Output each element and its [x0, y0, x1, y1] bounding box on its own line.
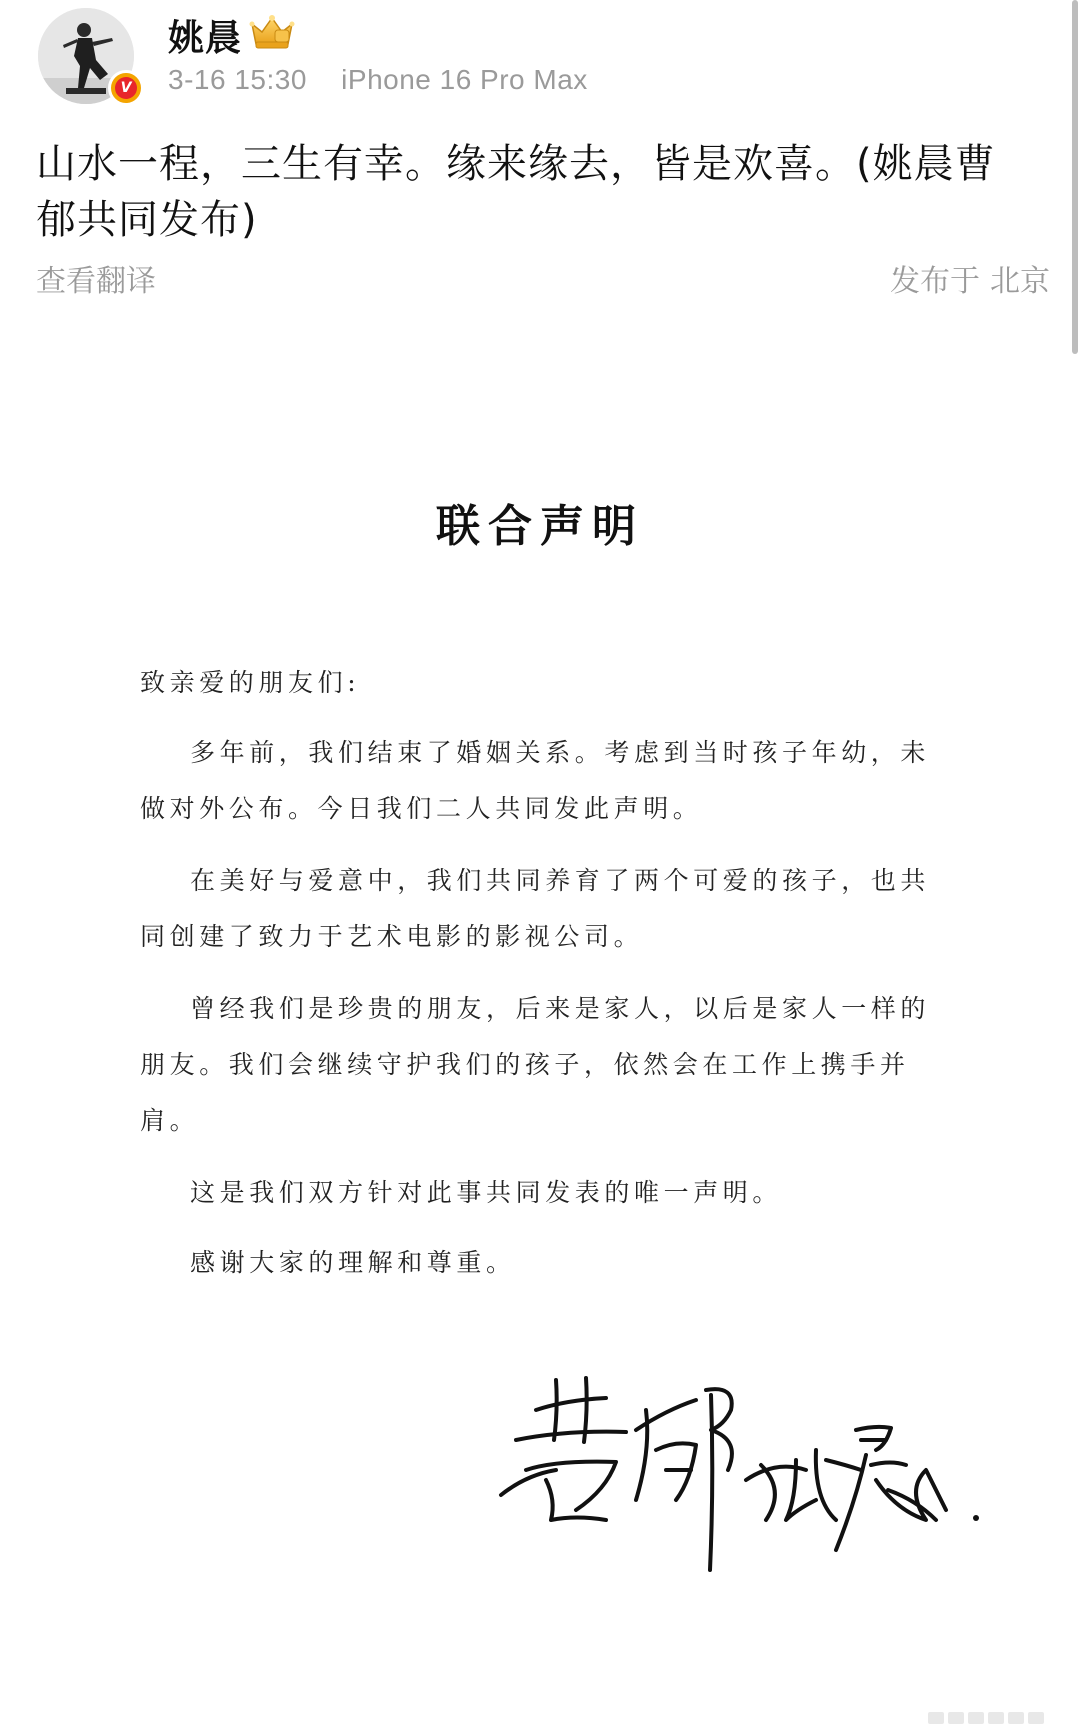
scrollbar[interactable]	[1072, 0, 1078, 354]
statement-paragraph: 这是我们双方针对此事共同发表的唯一声明。	[190, 1178, 783, 1207]
statement-body	[140, 655, 940, 1305]
post-device: iPhone 16 Pro Max	[341, 64, 588, 95]
statement-paragraph: 多年前，我们结束了婚姻关系。考虑到当时孩子年幼，未做对外公布。今日我们二人共同发此声明。	[140, 738, 931, 823]
handwritten-signature	[496, 1370, 996, 1580]
post-location	[890, 256, 1050, 300]
post-meta	[168, 64, 588, 96]
verified-letter: V	[115, 77, 137, 99]
verified-badge-icon	[108, 70, 144, 106]
statement-paragraph: 在美好与爱意中，我们共同养育了两个可爱的孩子，也共同创建了致力于艺术电影的影视公司。	[140, 866, 931, 951]
statement-salutation: 致亲爱的朋友们:	[140, 668, 361, 697]
location-label: 发布于	[890, 264, 980, 299]
post-timestamp: 3-16 15:30	[168, 64, 307, 95]
post-header	[0, 0, 1080, 310]
crown-icon[interactable]	[248, 12, 296, 52]
statement-title: 联合声明	[436, 501, 644, 552]
statement-paragraph: 曾经我们是珍贵的朋友，后来是家人，以后是家人一样的朋友。我们会继续守护我们的孩子，依然会在工作上携手并肩。	[140, 994, 931, 1135]
statement-paragraph: 感谢大家的理解和尊重。	[190, 1248, 516, 1277]
username[interactable]: 姚晨	[168, 18, 243, 59]
watermark	[928, 1712, 1046, 1724]
location-value: 北京	[990, 264, 1050, 299]
translate-link[interactable]: 查看翻译	[36, 264, 156, 299]
post-text: 山水一程，三生有幸。缘来缘去，皆是欢喜。(姚晨曹郁共同发布)	[36, 141, 996, 243]
